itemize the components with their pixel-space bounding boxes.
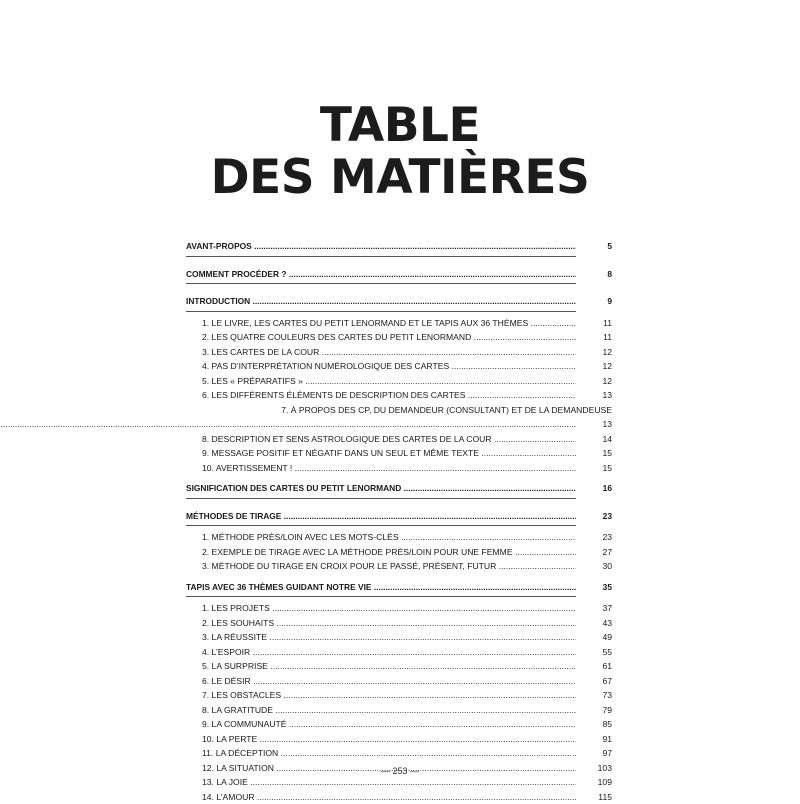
toc-entry: [186, 374, 612, 389]
toc-page-number: 49: [576, 630, 612, 645]
section-divider: [186, 498, 576, 499]
title-line-1: TABLE: [0, 100, 800, 152]
toc-entry-label: 4. PAS D’INTERPRÉTATION NUMÉROLOGIQUE DES CARTES .....: [186, 359, 576, 374]
toc-section-label: INTRODUCTION .....: [186, 294, 576, 309]
toc-entry: [186, 746, 612, 761]
toc-entry-label: 3. MÉTHODE DU TIRAGE EN CROIX POUR LE PASSÉ, PRÉSENT, FUTUR .....: [186, 559, 576, 574]
toc-entry-label: 12. LA SITUATION .....: [186, 761, 576, 776]
toc-entry-label: 3. LES CARTES DE LA COUR .....: [186, 345, 576, 360]
toc-entry-label: 14. L’AMOUR .....: [186, 790, 576, 804]
toc-entry-label: 5. LES « PRÉPARATIFS » .....: [186, 374, 576, 389]
toc-entry-label: 13. LA JOIE .....: [186, 775, 576, 790]
toc-section: [186, 239, 612, 254]
toc-page-number: 30: [576, 559, 612, 574]
toc-entry: [186, 559, 612, 574]
toc-entry: [186, 330, 612, 345]
toc-entry: [186, 359, 612, 374]
toc-entry: [186, 630, 612, 645]
table-of-contents: [186, 239, 612, 804]
toc-entry-label: 1. LES PROJETS .....: [186, 601, 576, 616]
toc-page-number: 23: [576, 530, 612, 545]
toc-entry: [186, 790, 612, 804]
toc-section: [186, 294, 612, 309]
toc-page-number: 73: [576, 688, 612, 703]
toc-page-number: 12: [576, 345, 612, 360]
toc-entry: [186, 616, 612, 631]
toc-section: [186, 267, 612, 282]
page-title: [0, 100, 800, 204]
toc-entry: [186, 717, 612, 732]
toc-page-number: 79: [576, 703, 612, 718]
toc-entry: [186, 688, 612, 703]
toc-page-number: 8: [576, 267, 612, 282]
toc-page-number: 43: [576, 616, 612, 631]
toc-page-number: 35: [576, 580, 612, 595]
toc-entry: [186, 446, 612, 461]
toc-entry-label: 10. LA PERTE .....: [186, 732, 576, 747]
toc-page-number: 91: [576, 732, 612, 747]
section-divider: [186, 256, 576, 257]
toc-section: [186, 481, 612, 496]
toc-page-number: 5: [576, 239, 612, 254]
toc-entry-label: 7. À PROPOS DES CP, DU DEMANDEUR (CONSULTANT) ET DE LA DEMANDEUSE: [265, 403, 612, 418]
toc-entry-label: 9. LA COMMUNAUTÉ .....: [186, 717, 576, 732]
toc-entry-label: 9. MESSAGE POSITIF ET NÉGATIF DANS UN SEUL ET MÊME TEXTE .....: [186, 446, 576, 461]
toc-entry-label: 6. LE DÉSIR .....: [186, 674, 576, 689]
toc-page-number: 115: [576, 790, 612, 804]
toc-page-number: 11: [576, 330, 612, 345]
toc-section-label: TAPIS AVEC 36 THÈMES GUIDANT NOTRE VIE .....: [186, 580, 576, 595]
toc-entry: [186, 316, 612, 331]
toc-entry: [186, 703, 612, 718]
toc-entry-label: 2. LES QUATRE COULEURS DES CARTES DU PETIT LENORMAND .....: [186, 330, 576, 345]
toc-entry: [186, 601, 612, 616]
toc-section-label: SIGNIFICATION DES CARTES DU PETIT LENORMAND .....: [186, 481, 576, 496]
toc-page-number: 61: [576, 659, 612, 674]
title-line-2: DES MATIÈRES: [0, 152, 800, 204]
toc-page-number: 55: [576, 645, 612, 660]
toc-page-number: 16: [576, 481, 612, 496]
toc-page-number: 27: [576, 545, 612, 560]
toc-entry: [186, 432, 612, 447]
toc-section: [186, 509, 612, 524]
toc-entry: [186, 388, 612, 403]
toc-entry-label-continued: [0, 417, 576, 432]
toc-page-number: 12: [576, 374, 612, 389]
toc-page-number: 85: [576, 717, 612, 732]
toc-page-number: 23: [576, 509, 612, 524]
toc-page-number: 13: [576, 417, 612, 432]
toc-page-number: 109: [576, 775, 612, 790]
toc-page-number: 67: [576, 674, 612, 689]
toc-page-number: 12: [576, 359, 612, 374]
toc-page-number: 15: [576, 446, 612, 461]
toc-entry-label: 7. LES OBSTACLES .....: [186, 688, 576, 703]
toc-entry-label: 10. AVERTISSEMENT ! .....: [186, 461, 576, 476]
toc-entry-label: 6. LES DIFFÉRENTS ÉLÉMENTS DE DESCRIPTION DES CARTES .....: [186, 388, 576, 403]
toc-section: [186, 580, 612, 595]
toc-entry: [186, 674, 612, 689]
section-divider: [186, 525, 576, 526]
toc-entry-label: 1. LE LIVRE, LES CARTES DU PETIT LENORMAND ET LE TAPIS AUX 36 THÈMES .....: [186, 316, 576, 331]
toc-section-label: COMMENT PROCÉDER ? .....: [186, 267, 576, 282]
toc-section-label: AVANT-PROPOS .....: [186, 239, 576, 254]
toc-entry-label: 11. LA DÉCEPTION .....: [186, 746, 576, 761]
toc-page-number: 97: [576, 746, 612, 761]
toc-entry-label: 4. L’ESPOIR .....: [186, 645, 576, 660]
toc-entry-label: 3. LA RÉUSSITE .....: [186, 630, 576, 645]
section-divider: [186, 283, 576, 284]
toc-page-number: 15: [576, 461, 612, 476]
page-number: — 253 —: [0, 766, 800, 776]
toc-entry: [186, 345, 612, 360]
toc-entry: [186, 775, 612, 790]
toc-entry: [186, 461, 612, 476]
toc-entry-label: 2. EXEMPLE DE TIRAGE AVEC LA MÉTHODE PRÈS/LOIN POUR UNE FEMME .....: [186, 545, 576, 560]
section-divider: [186, 596, 576, 597]
toc-entry-label: 8. DESCRIPTION ET SENS ASTROLOGIQUE DES CARTES DE LA COUR .....: [186, 432, 576, 447]
toc-entry: [186, 530, 612, 545]
toc-entry: [186, 645, 612, 660]
toc-entry-label: 5. LA SURPRISE .....: [186, 659, 576, 674]
toc-page-number: 11: [576, 316, 612, 331]
toc-section-label: MÉTHODES DE TIRAGE .....: [186, 509, 576, 524]
toc-entry-label: 1. MÉTHODE PRÈS/LOIN AVEC LES MOTS-CLÉS .....: [186, 530, 576, 545]
toc-entry: [186, 403, 612, 432]
toc-page-number: 13: [576, 388, 612, 403]
toc-entry: [186, 732, 612, 747]
toc-page-number: 103: [576, 761, 612, 776]
toc-page-number: 9: [576, 294, 612, 309]
section-divider: [186, 311, 576, 312]
toc-page-number: 14: [576, 432, 612, 447]
toc-entry: [186, 545, 612, 560]
toc-entry-label: 8. LA GRATITUDE .....: [186, 703, 576, 718]
toc-page-number: 37: [576, 601, 612, 616]
toc-entry-label: 2. LES SOUHAITS .....: [186, 616, 576, 631]
toc-entry: [186, 659, 612, 674]
